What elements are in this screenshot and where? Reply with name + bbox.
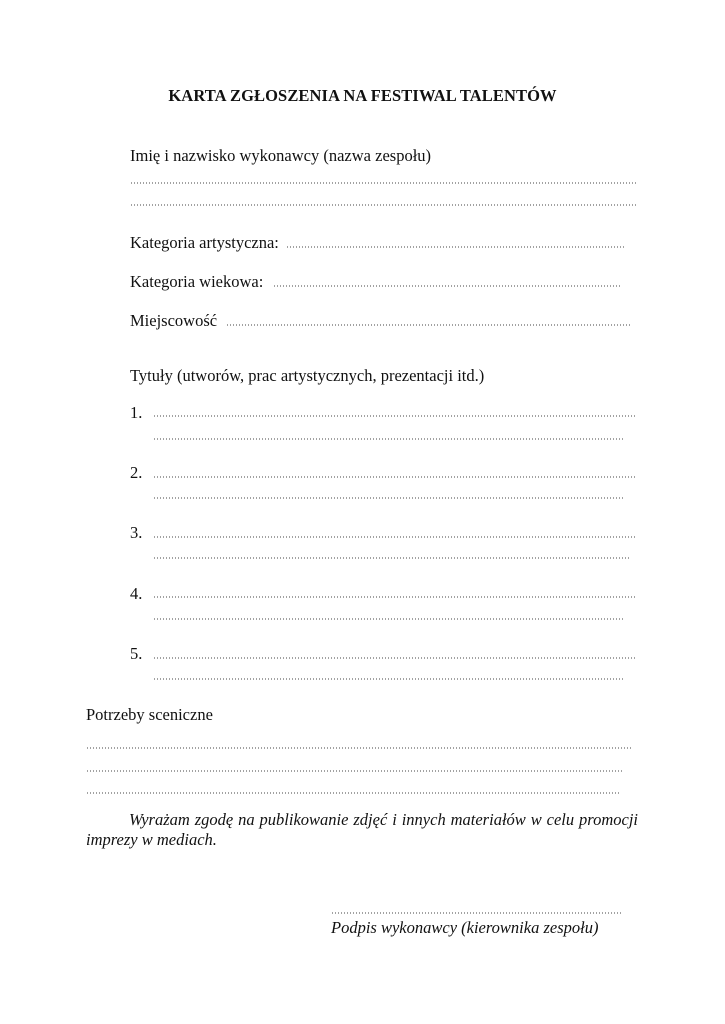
- locality-label: Miejscowość: [130, 311, 218, 330]
- performer-label: Imię i nazwisko wykonawcy (nazwa zespołu): [130, 146, 432, 165]
- title-number-4: 4.: [130, 584, 143, 603]
- title-2-line-1[interactable]: [153, 476, 636, 478]
- title-4-line-2[interactable]: [153, 618, 624, 620]
- title-number-2: 2.: [130, 463, 143, 482]
- stage-needs-label: Potrzeby sceniczne: [86, 705, 213, 724]
- title-3-line-2[interactable]: [153, 557, 629, 559]
- stage-needs-line-1[interactable]: [86, 747, 631, 749]
- title-5-line-2[interactable]: [153, 678, 624, 680]
- category-age-label: Kategoria wiekowa:: [130, 272, 264, 291]
- signature-label: Podpis wykonawcy (kierownika zespołu): [331, 918, 599, 937]
- title-5-line-1[interactable]: [153, 657, 636, 659]
- category-artistic-label: Kategoria artystyczna:: [130, 233, 279, 252]
- consent-statement: [86, 810, 638, 850]
- form-title: KARTA ZGŁOSZENIA NA FESTIWAL TALENTÓW: [168, 86, 557, 105]
- title-4-line-1[interactable]: [153, 596, 636, 598]
- title-1-line-1[interactable]: [153, 415, 636, 417]
- title-2-line-2[interactable]: [153, 497, 624, 499]
- title-number-5: 5.: [130, 644, 143, 663]
- title-3-line-1[interactable]: [153, 536, 636, 538]
- locality-line[interactable]: [226, 324, 632, 326]
- title-1-line-2[interactable]: [153, 438, 624, 440]
- stage-needs-line-3[interactable]: [86, 792, 621, 794]
- consent-text: Wyrażam zgodę na publikowanie zdjęć i innych materiałów w celu promocji imprezy w mediach.: [86, 810, 638, 849]
- signature-line[interactable]: [331, 912, 622, 914]
- stage-needs-line-2[interactable]: [86, 770, 623, 772]
- title-number-3: 3.: [130, 523, 143, 542]
- titles-label: Tytuły (utworów, prac artystycznych, prezentacji itd.): [130, 366, 485, 385]
- category-age-line[interactable]: [273, 285, 622, 287]
- performer-line-2[interactable]: [130, 204, 636, 206]
- category-artistic-line[interactable]: [286, 246, 624, 248]
- title-number-1: 1.: [130, 403, 143, 422]
- performer-line-1[interactable]: [130, 182, 636, 184]
